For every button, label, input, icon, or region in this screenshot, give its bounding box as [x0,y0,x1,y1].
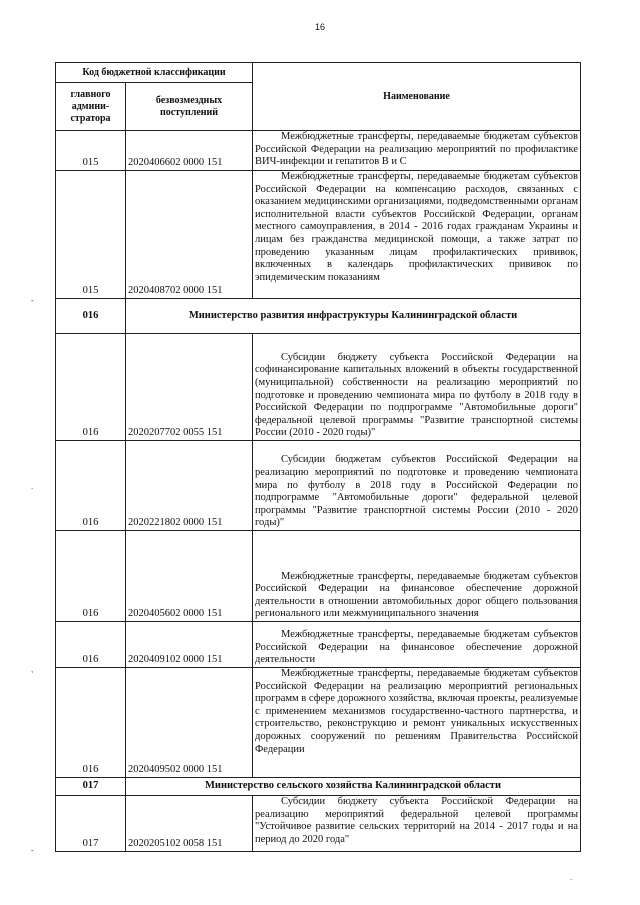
item-name: Межбюджетные трансферты, передаваемые бюджетам субъектов Российской Федерации на реализацию мероприятий по профилактике ВИЧ-инфекции и гепатитов В и С [253,131,581,171]
margin-mark: , [31,665,34,674]
header-revenue: безвозмездных поступлений [126,83,253,131]
admin-code: 017 [56,796,126,852]
margin-mark: . [31,482,34,491]
item-name: Межбюджетные трансферты, передаваемые бюджетам субъектов Российской Федерации на финансовое обеспечение дорожной деятельности [253,622,581,668]
admin-code: 016 [56,334,126,441]
margin-mark: - [31,296,34,305]
admin-code: 015 [56,131,126,171]
admin-code: 015 [56,171,126,299]
revenue-code: 2020221802 0000 151 [126,441,253,531]
item-name: Субсидии бюджетам субъектов Российской Федерации на реализацию мероприятий по подготовке и проведению чемпионата мира по футболу в 2018 году в Российской Федерации по подпрограмме "Автомобильные дороги" федеральной целевой программы "Развитие транспортной системы России (2010 - 2020 годы)" [253,441,581,531]
table-row [56,531,581,622]
header-name: Наименование [253,63,581,131]
revenue-code: 2020205102 0058 151 [126,796,253,852]
table-row [56,622,581,668]
revenue-code: 2020408702 0000 151 [126,171,253,299]
header-admin: главного админи-стратора [56,83,126,131]
item-name: Субсидии бюджету субъекта Российской Федерации на реализацию мероприятий федеральной целевой программы "Устойчивое развитие сельских территорий на 2014 - 2017 годы и на период до 2020 года" [253,796,581,852]
item-name: Межбюджетные трансферты, передаваемые бюджетам субъектов Российской Федерации на компенсацию расходов, связанных с оказанием медицинскими организациями, подведомственными органам исполнительной власти субъектов Российской Федерации, органам местного самоуправления, в 2014 - 2016 годах гражданам Украины и лицам без гражданства медицинской помощи, а также затрат по проведению указанным лицам профилактических прививок, включенных в календарь профилактических прививок по эпидемическим показаниям [253,171,581,299]
table-row [56,441,581,531]
margin-mark: - [31,846,34,855]
ministry-name: Министерство сельского хозяйства Калининградской области [126,778,581,796]
revenue-code: 2020207702 0055 151 [126,334,253,441]
ministry-admin-code: 017 [56,778,126,796]
table-row [56,796,581,852]
ministry-row [56,299,581,334]
bottom-mark: . [570,873,573,882]
revenue-code: 2020405602 0000 151 [126,531,253,622]
admin-code: 016 [56,531,126,622]
revenue-code: 2020409102 0000 151 [126,622,253,668]
revenue-code: 2020409502 0000 151 [126,668,253,778]
table-row [56,131,581,171]
budget-classification-table [55,62,581,852]
table-row [56,668,581,778]
ministry-row [56,778,581,796]
header-group: Код бюджетной классификации [56,63,253,83]
page-number: 16 [314,22,325,32]
table-row [56,171,581,299]
item-name: Межбюджетные трансферты, передаваемые бюджетам субъектов Российской Федерации на реализацию мероприятий региональных программ в сфере дорожного хозяйства, включая проекты, реализуемые с применением механизмов государственно-частного партнерства, и строительство, реконструкцию и ремонт уникальных искусственных дорожных сооружений по решениям Правительства Российской Федерации [253,668,581,778]
revenue-code: 2020406602 0000 151 [126,131,253,171]
item-name: Межбюджетные трансферты, передаваемые бюджетам субъектов Российской Федерации на финансовое обеспечение дорожной деятельности в отношении автомобильных дорог общего пользования регионального или межмуниципального значения [253,531,581,622]
item-name: Субсидии бюджету субъекта Российской Федерации на софинансирование капитальных вложений в объекты государственной (муниципальной) собственности на реализацию мероприятий по подготовке и проведению чемпионата мира по футболу в 2018 году в Российской Федерации по подпрограмме "Автомобильные дороги" федеральной целевой программы "Развитие транспортной системы России (2010 - 2020 годы)" [253,334,581,441]
admin-code: 016 [56,668,126,778]
ministry-admin-code: 016 [56,299,126,334]
ministry-name: Министерство развития инфраструктуры Калининградской области [126,299,581,334]
admin-code: 016 [56,622,126,668]
admin-code: 016 [56,441,126,531]
table-row [56,334,581,441]
